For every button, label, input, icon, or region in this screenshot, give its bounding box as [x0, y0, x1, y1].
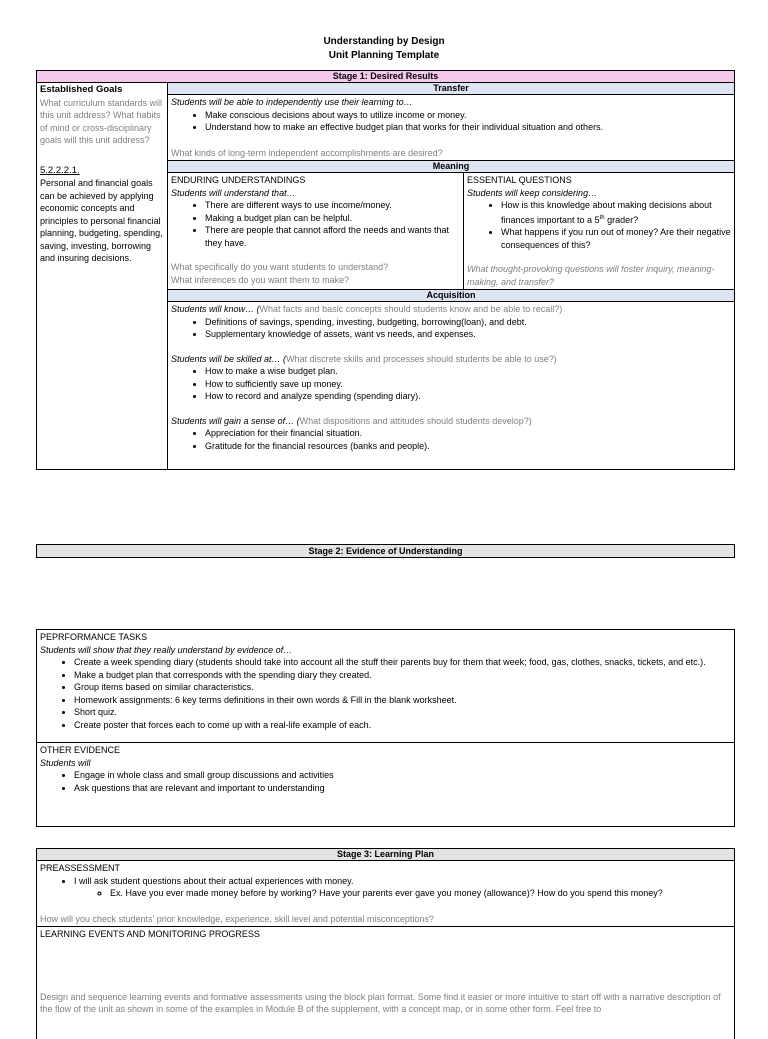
- acquisition-cell: [168, 302, 735, 470]
- know-lead: Students will know… (What facts and basic concepts should students know and be able to recall?): [171, 304, 563, 314]
- eu-lead: Students will understand that…: [171, 187, 296, 198]
- pre-heading: PREASSESSMENT: [40, 863, 121, 873]
- performance-lead: Students will show that they really understand by evidence of…: [40, 644, 293, 655]
- eq-lead: Students will keep considering…: [467, 187, 598, 198]
- standard-code: 5.2.2.2.1.: [40, 164, 80, 176]
- know-list: [171, 316, 731, 341]
- pre-prompt: How will you check students' prior knowledge, experience, skill level and potential misconceptions?: [40, 913, 434, 924]
- eu-heading: ENDURING UNDERSTANDINGS: [171, 175, 306, 185]
- established-goals-cell: [37, 83, 168, 470]
- evidence-box: [36, 629, 735, 827]
- eq-item: • How is this knowledge about making decisions about finances important to a 5th grader?: [501, 199, 731, 226]
- sense-item: • Appreciation for their financial situation.: [205, 427, 731, 440]
- performance-heading: PEPRFORMANCE TASKS: [40, 632, 148, 642]
- eu-prompt-2: What inferences do you want them to make?: [171, 274, 350, 285]
- skill-item: • How to record and analyze spending (spending diary).: [205, 390, 731, 403]
- performance-item: • Create a week spending diary (students should take into account all the stuff their parents buy for them that week; food, gas, clothes, snacks, tickets, and etc.).: [74, 656, 731, 669]
- skill-lead: Students will be skilled at… (What discrete skills and processes should students be able to use?): [171, 353, 557, 364]
- performance-item: • Group items based on similar characteristics.: [74, 681, 731, 694]
- essential-questions-cell: [464, 173, 735, 290]
- sense-item: • Gratitude for the financial resources (banks and people).: [205, 440, 731, 453]
- stage2-header: Stage 2: Evidence of Understanding: [36, 544, 735, 558]
- other-item: • Engage in whole class and small group discussions and activities: [74, 769, 731, 782]
- transfer-list: [171, 109, 731, 134]
- other-item: • Ask questions that are relevant and important to understanding: [74, 782, 731, 795]
- performance-item: • Homework assignments: 6 key terms definitions in their own words & Fill in the blank worksheet.: [74, 694, 731, 707]
- eq-item: • What happens if you run out of money? Are their negative consequences of this?: [501, 226, 731, 251]
- meaning-header: Meaning: [168, 161, 735, 173]
- events-heading: LEARNING EVENTS AND MONITORING PROGRESS: [40, 929, 260, 939]
- eu-list: [171, 199, 460, 249]
- eq-heading: ESSENTIAL QUESTIONS: [467, 175, 572, 185]
- eu-item: • Making a budget plan can be helpful.: [205, 212, 460, 225]
- performance-item: • Make a budget plan that corresponds with the spending diary they created.: [74, 669, 731, 682]
- eu-item: • There are different ways to use income/money.: [205, 199, 460, 212]
- know-item: • Supplementary knowledge of assets, want vs needs, and expenses.: [205, 328, 731, 341]
- performance-item: • Create poster that forces each to come up with a real-life example of each.: [74, 719, 731, 732]
- transfer-item: • Make conscious decisions about ways to utilize income or money.: [205, 109, 731, 122]
- skill-item: • How to sufficiently save up money.: [205, 378, 731, 391]
- enduring-understandings-cell: [168, 173, 464, 290]
- skill-list: [171, 365, 731, 403]
- eq-list: [467, 199, 731, 251]
- preassessment-section: [37, 861, 734, 926]
- stage3-header: Stage 3: Learning Plan: [37, 849, 734, 861]
- document-title: Understanding by Design: [323, 36, 445, 47]
- other-list: [40, 769, 731, 794]
- document-subtitle: Unit Planning Template: [328, 50, 440, 61]
- skill-item: • How to make a wise budget plan.: [205, 365, 731, 378]
- learning-events-section: [37, 926, 734, 1017]
- other-lead: Students will: [40, 757, 91, 768]
- performance-list: [40, 656, 731, 731]
- sense-list: [171, 427, 731, 452]
- established-goals-prompt: What curriculum standards will this unit address? What habits of mind or cross-disciplinary goals will this unit address?: [40, 97, 163, 145]
- pre-list: [40, 875, 731, 900]
- stage1-header: Stage 1: Desired Results: [37, 71, 735, 83]
- transfer-item: • Understand how to make an effective budget plan that works for their individual situation and others.: [205, 121, 731, 134]
- events-prompt: Design and sequence learning events and formative assessments using the block plan format. Some find it easier or more intuitive to start off with a narrative description of the flow of the unit as shown in some of the examples in Module B of the supplement, with a concept map, or in some other form. Feel free to: [40, 991, 721, 1014]
- sense-lead: Students will gain a sense of… (What dispositions and attitudes should students develop?): [171, 415, 532, 426]
- performance-item: • Short quiz.: [74, 706, 731, 719]
- eu-prompt-1: What specifically do you want students to understand?: [171, 262, 389, 272]
- transfer-cell: [168, 95, 735, 161]
- pre-sublist: [74, 887, 731, 900]
- know-item: • Definitions of savings, spending, investing, budgeting, borrowing(loan), and debt.: [205, 316, 731, 329]
- eu-item: • There are people that cannot afford the needs and wants that they have.: [205, 224, 460, 249]
- pre-item: • I will ask student questions about their actual experiences with money. ◦ Ex. Have you ever made money before by working? Have your parents ever gave you money (allowance)? How do you spend this money?: [74, 875, 731, 900]
- standard-text: Personal and financial goals can be achieved by applying economic concepts and principles to personal financial planning, budgeting, spending, saving, investing, borrowing and insuring decisions.: [40, 178, 163, 263]
- stage3-box: [36, 848, 735, 1039]
- acquisition-header: Acquisition: [168, 290, 735, 302]
- other-heading: OTHER EVIDENCE: [40, 745, 121, 755]
- transfer-header: Transfer: [168, 83, 735, 95]
- transfer-lead: Students will be able to independently use their learning to…: [171, 97, 413, 107]
- stage1-table: [36, 70, 735, 470]
- established-goals-heading: Established Goals: [40, 84, 123, 95]
- pre-subitem: ◦ Ex. Have you ever made money before by working? Have your parents ever gave you money (allowance)? How do you spend this money?: [110, 887, 731, 900]
- transfer-prompt: What kinds of long-term independent accomplishments are desired?: [171, 147, 443, 158]
- other-evidence-section: [37, 742, 734, 795]
- eq-prompt: What thought-provoking questions will foster inquiry, meaning-making, and transfer?: [467, 264, 715, 287]
- performance-tasks-section: [37, 630, 734, 742]
